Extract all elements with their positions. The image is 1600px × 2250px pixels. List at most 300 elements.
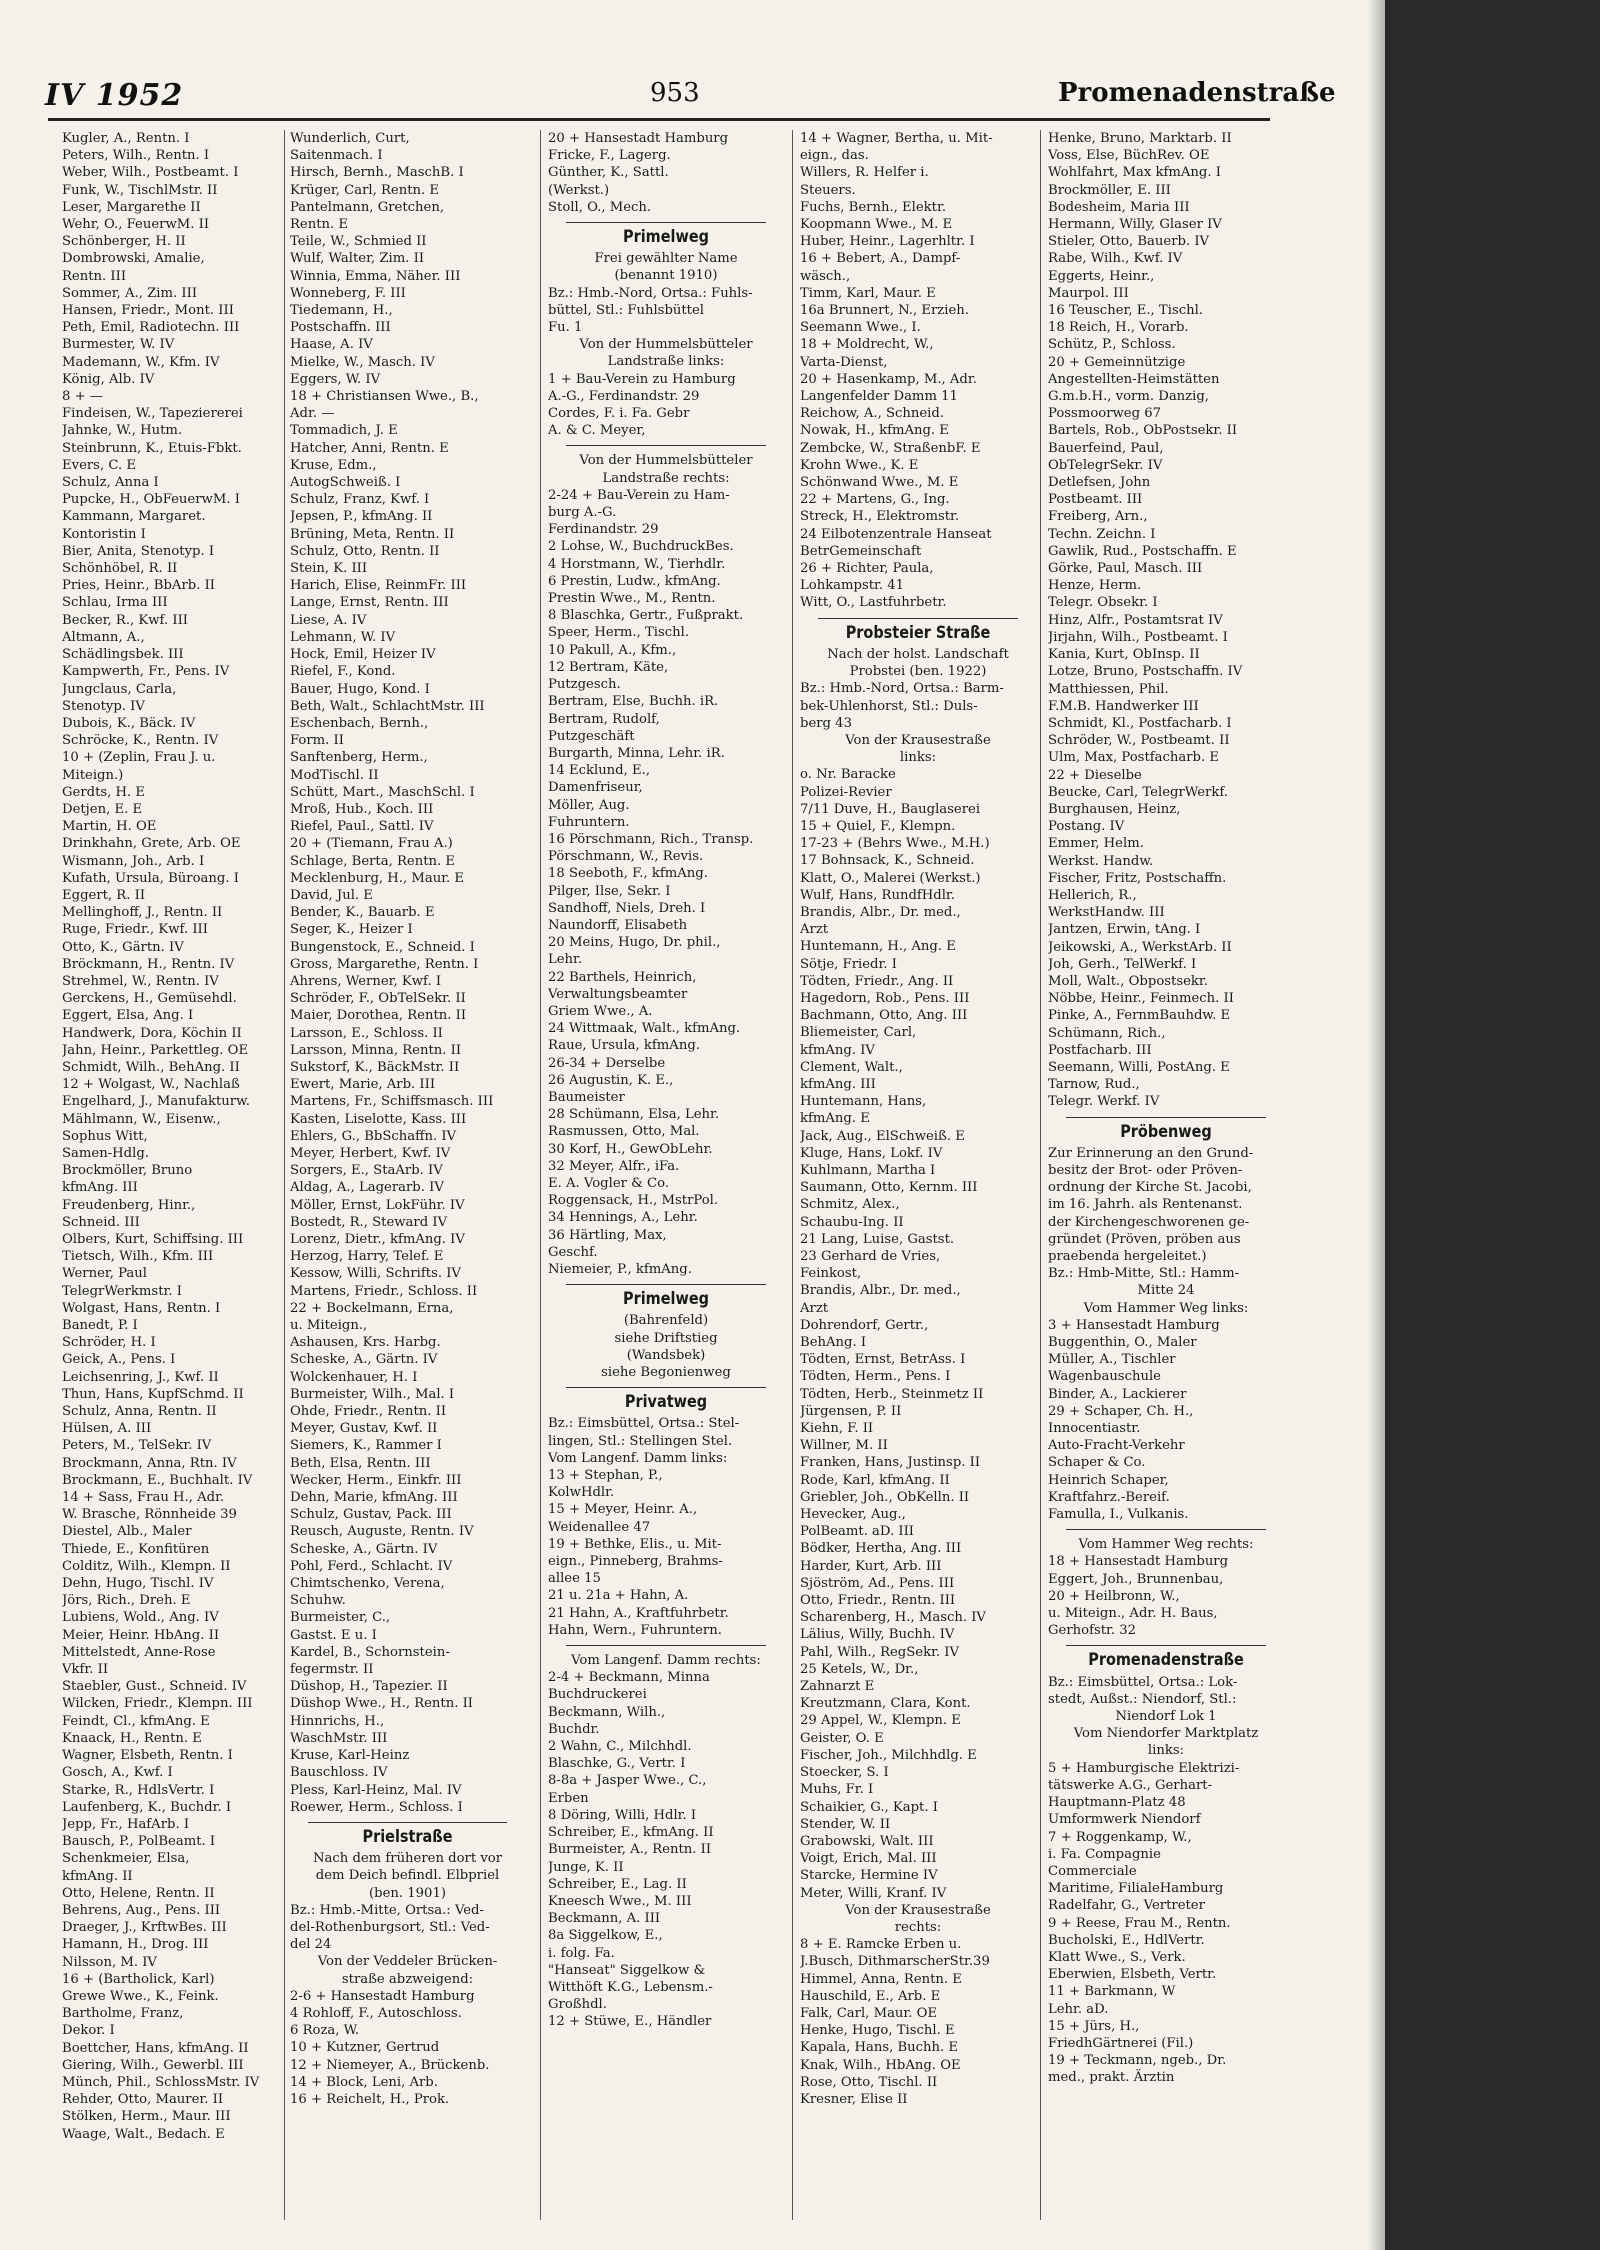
directory-entry: 18 Reich, H., Vorarb. xyxy=(1048,320,1189,336)
directory-entry: 16 + (Bartholick, Karl) xyxy=(62,1971,215,1987)
directory-entry: Lehmann, W. IV xyxy=(290,629,396,645)
directory-entry: del-Rothenburgsort, Stl.: Ved- xyxy=(290,1919,490,1935)
directory-entry: Rentn. III xyxy=(62,268,127,284)
directory-entry: Nach dem früheren dort vor xyxy=(312,1851,503,1867)
directory-entry: Jeikowski, A., WerkstArb. II xyxy=(1048,939,1232,955)
directory-entry: Werkst. Handw. xyxy=(1048,853,1154,869)
directory-entry: Wolckenhauer, H. I xyxy=(290,1369,418,1385)
directory-entry: Griem Wwe., A. xyxy=(548,1003,653,1019)
directory-entry: Beckmann, Wilh., xyxy=(548,1704,666,1720)
directory-entry: Auto-Fracht-Verkehr xyxy=(1048,1438,1185,1454)
directory-entry: Tarnow, Rud., xyxy=(1048,1077,1140,1093)
directory-entry: Chimtschenko, Verena, xyxy=(290,1576,445,1592)
directory-entry: 15 + Quiel, F., Klempn. xyxy=(800,818,956,834)
directory-entry: Jantzen, Erwin, tAng. I xyxy=(1048,922,1201,938)
directory-entry: Postang. IV xyxy=(1048,819,1125,835)
directory-entry: Burmeister, A., Rentn. II xyxy=(548,1842,712,1858)
directory-entry: Larsson, E., Schloss. II xyxy=(290,1025,443,1041)
directory-entry: Kessow, Willi, Schrifts. IV xyxy=(290,1266,461,1282)
directory-entry: 20 + Gemeinnützige xyxy=(1048,354,1186,370)
directory-entry: 26-34 + Derselbe xyxy=(548,1055,666,1071)
directory-entry: Schuhw. xyxy=(290,1593,346,1609)
directory-entry: Himmel, Anna, Rentn. E xyxy=(800,1971,962,1987)
directory-entry: Leser, Margarethe II xyxy=(62,199,201,215)
directory-entry: Putzgeschäft xyxy=(548,728,635,744)
directory-entry: Feindt, Cl., kfmAng. E xyxy=(62,1713,210,1729)
directory-entry: Vom Langenf. Damm rechts: xyxy=(571,1653,761,1669)
directory-entry: Stoll, O., Mech. xyxy=(548,199,652,215)
directory-entry: Kuhlmann, Martha I xyxy=(800,1162,936,1178)
section-separator xyxy=(566,445,766,446)
directory-entry: Gosch, A., Kwf. I xyxy=(62,1765,173,1781)
directory-entry: Becker, R., Kwf. III xyxy=(62,612,188,628)
directory-entry: Waage, Walt., Bedach. E xyxy=(62,2126,225,2142)
directory-entry: Kufath, Ursula, Büroang. I xyxy=(62,870,239,886)
directory-entry: 20 + (Tiemann, Frau A.) xyxy=(290,836,453,852)
directory-entry: Baumeister xyxy=(548,1089,625,1105)
directory-entry: Geick, A., Pens. I xyxy=(62,1352,176,1368)
directory-entry: Jörs, Rich., Dreh. E xyxy=(62,1593,191,1609)
directory-entry: Streck, H., Elektromstr. xyxy=(800,509,960,525)
directory-entry: Maier, Dorothea, Rentn. II xyxy=(290,1008,467,1024)
directory-entry: Bachmann, Otto, Ang. III xyxy=(800,1008,968,1024)
directory-entry: Ferdinandstr. 29 xyxy=(548,522,659,538)
directory-entry: 20 + Hasenkamp, M., Adr. xyxy=(800,371,977,387)
directory-entry: 2-6 + Hansestadt Hamburg xyxy=(290,1988,475,2004)
directory-entry: Düshop, H., Tapezier. II xyxy=(290,1679,448,1695)
directory-entry: PolBeamt. aD. III xyxy=(800,1524,915,1540)
directory-entry: Willers, R. Helfer i. xyxy=(800,165,929,181)
street-heading: Probsteier Straße xyxy=(845,622,991,643)
directory-entry: lingen, Stl.: Stellingen Stel. xyxy=(548,1433,733,1449)
directory-entry: Mittelstedt, Anne-Rose xyxy=(62,1644,216,1660)
directory-entry: 16a Brunnert, N., Erzieh. xyxy=(800,303,969,319)
directory-entry: Görke, Paul, Masch. III xyxy=(1048,561,1203,577)
directory-entry: Schmidt, Wilh., BehAng. II xyxy=(62,1059,240,1075)
directory-entry: Hansen, Friedr., Mont. III xyxy=(62,303,234,319)
directory-entry: Boettcher, Hans, kfmAng. II xyxy=(62,2040,249,2056)
directory-entry: Burghausen, Heinz, xyxy=(1048,801,1181,817)
directory-entry: del 24 xyxy=(290,1937,332,1953)
directory-entry: Meyer, Gustav, Kwf. II xyxy=(290,1421,438,1437)
directory-entry: Schönhöbel, R. II xyxy=(62,561,178,577)
directory-entry: David, Jul. E xyxy=(290,887,373,903)
directory-entry: Huntemann, H., Ang. E xyxy=(800,939,956,955)
directory-entry: Brockmöller, Bruno xyxy=(62,1163,193,1179)
directory-entry: Mroß, Hub., Koch. III xyxy=(290,801,434,817)
section-separator xyxy=(308,1822,507,1823)
directory-entry: 20 Meins, Hugo, Dr. phil., xyxy=(548,935,721,951)
directory-entry: Langenfelder Damm 11 xyxy=(800,389,958,405)
directory-entry: Schulz, Otto, Rentn. II xyxy=(290,543,440,559)
directory-entry: Martens, Friedr., Schloss. II xyxy=(290,1283,478,1299)
directory-entry: Ahrens, Werner, Kwf. I xyxy=(290,973,442,989)
directory-entry: 2 Lohse, W., BuchdruckBes. xyxy=(548,539,734,555)
directory-entry: Vom Niendorfer Marktplatz xyxy=(1073,1726,1259,1742)
directory-entry: 30 Korf, H., GewObLehr. xyxy=(548,1141,713,1157)
directory-entry: bek-Uhlenhorst, Stl.: Duls- xyxy=(800,698,978,714)
directory-entry: Lohkampstr. 41 xyxy=(800,578,905,594)
directory-entry: Aldag, A., Lagerarb. IV xyxy=(290,1180,444,1196)
directory-entry: Eschenbach, Bernh., xyxy=(290,715,429,731)
directory-entry: gründet (Pröven, pröben aus xyxy=(1048,1231,1241,1247)
directory-entry: 34 Hennings, A., Lehr. xyxy=(548,1210,698,1226)
directory-entry: 26 + Richter, Paula, xyxy=(800,561,934,577)
directory-entry: 14 + Sass, Frau H., Adr. xyxy=(62,1490,225,1506)
directory-entry: Niemeier, P., kfmAng. xyxy=(548,1262,692,1277)
directory-entry: Wecker, Herm., Einkfr. III xyxy=(290,1472,462,1488)
directory-entry: Schreiber, E., Lag. II xyxy=(548,1876,687,1892)
directory-entry: Schaikier, G., Kapt. I xyxy=(800,1799,938,1815)
directory-entry: Funk, W., TischlMstr. II xyxy=(62,182,218,198)
directory-entry: Voss, Else, BüchRev. OE xyxy=(1048,148,1210,164)
directory-entry: med., prakt. Ärztin xyxy=(1048,2070,1175,2086)
directory-entry: eign., das. xyxy=(800,148,869,164)
directory-entry: Knaack, H., Rentn. E xyxy=(62,1730,202,1746)
directory-entry: Niendorf Lok 1 xyxy=(1115,1709,1217,1725)
directory-entry: Burmester, W. IV xyxy=(62,337,175,353)
directory-entry: 12 + Stüwe, E., Händler xyxy=(548,2014,712,2030)
directory-entry: Lange, Ernst, Rentn. III xyxy=(290,595,449,611)
directory-entry: 11 + Barkmann, W xyxy=(1048,1984,1176,2000)
directory-entry: Nöbbe, Heinr., Feinmech. II xyxy=(1048,991,1234,1007)
directory-entry: Starcke, Hermine IV xyxy=(800,1868,938,1884)
directory-entry: Stein, K. III xyxy=(290,561,368,577)
directory-entry: Schneid. III xyxy=(62,1214,140,1230)
directory-entry: u. Miteign., xyxy=(290,1318,368,1334)
directory-entry: F.M.B. Handwerker III xyxy=(1048,698,1199,714)
directory-entry: Schütz, P., Schloss. xyxy=(1048,337,1176,353)
directory-entry: Beckmann, A. III xyxy=(548,1911,661,1927)
directory-entry: Tommadich, J. E xyxy=(290,423,398,439)
directory-entry: Witt, O., Lastfuhrbetr. xyxy=(800,595,947,611)
directory-entry: Nowak, H., kfmAng. E xyxy=(800,423,949,439)
directory-entry: im 16. Jahrh. als Rentenanst. xyxy=(1048,1197,1243,1213)
directory-entry: Tödten, Herm., Pens. I xyxy=(800,1369,951,1385)
directory-entry: Kruse, Karl-Heinz xyxy=(290,1748,410,1764)
directory-entry: Dubois, K., Bäck. IV xyxy=(62,715,196,731)
directory-entry: Voigt, Erich, Mal. III xyxy=(800,1851,937,1867)
directory-entry: Schümann, Rich., xyxy=(1048,1025,1166,1041)
directory-entry: Herzog, Harry, Telef. E xyxy=(290,1249,444,1265)
directory-entry: Gerhofstr. 32 xyxy=(1048,1623,1137,1639)
directory-entry: 20 + Hansestadt Hamburg xyxy=(548,131,729,146)
directory-entry: Pries, Heinr., BbArb. II xyxy=(62,578,216,594)
directory-entry: Fuchs, Bernh., Elektr. xyxy=(800,199,947,215)
directory-column-2 xyxy=(290,130,525,2230)
directory-entry: W. Brasche, Rönnheide 39 xyxy=(62,1507,237,1523)
directory-entry: Stölken, Herm., Maur. III xyxy=(62,2109,231,2125)
directory-entry: Leichsenring, J., Kwf. II xyxy=(62,1369,219,1385)
directory-entry: Wunderlich, Curt, xyxy=(290,131,410,146)
directory-entry: 7 + Roggenkamp, W., xyxy=(1048,1829,1192,1845)
directory-entry: 21 Lang, Luise, Gastst. xyxy=(800,1231,955,1247)
directory-entry: Burmeister, Wilh., Mal. I xyxy=(290,1386,455,1402)
directory-entry: Form. II xyxy=(290,733,344,749)
directory-entry: Jürgensen, P. II xyxy=(800,1403,902,1419)
directory-entry: Joh, Gerh., TelWerkf. I xyxy=(1048,956,1197,972)
directory-entry: Griebler, Joh., ObKelln. II xyxy=(800,1489,970,1505)
directory-entry: Hirsch, Bernh., MaschB. I xyxy=(290,165,464,181)
directory-entry: Fischer, Fritz, Postschaffn. xyxy=(1048,870,1227,886)
directory-entry: Pilger, Ilse, Sekr. I xyxy=(548,883,671,899)
street-heading: Pröbenweg xyxy=(1120,1121,1212,1142)
directory-entry: Bz.: Hmb.-Mitte, Ortsa.: Ved- xyxy=(290,1902,484,1918)
directory-entry: Hock, Emil, Heizer IV xyxy=(290,647,436,663)
directory-entry: Scheske, A., Gärtn. IV xyxy=(290,1352,438,1368)
directory-entry: Pahl, Wilh., RegSekr. IV xyxy=(800,1644,960,1660)
directory-entry: Bier, Anita, Stenotyp. I xyxy=(62,543,215,559)
directory-entry: Jack, Aug., ElSchweiß. E xyxy=(800,1128,965,1144)
directory-entry: stedt, Außst.: Niendorf, Stl.: xyxy=(1048,1691,1237,1707)
directory-entry: Muhs, Fr. I xyxy=(800,1782,874,1798)
directory-entry: Mählmann, W., Eisenw., xyxy=(62,1111,221,1127)
directory-entry: Evers, C. E xyxy=(62,457,136,473)
directory-entry: Hinnrichs, H., xyxy=(290,1713,385,1729)
directory-entry: Bz.: Hmb.-Nord, Ortsa.: Barm- xyxy=(800,681,1004,697)
directory-entry: Frei gewählter Name xyxy=(594,251,738,267)
directory-entry: Hauschild, E., Arb. E xyxy=(800,1988,941,2004)
directory-entry: Buggenthin, O., Maler xyxy=(1048,1335,1197,1351)
directory-entry: Werner, Paul xyxy=(62,1266,147,1282)
directory-entry: Von der Hummelsbütteler xyxy=(579,453,753,469)
directory-entry: Henke, Bruno, Marktarb. II xyxy=(1048,131,1232,146)
directory-entry: Varta-Dienst, xyxy=(800,354,888,370)
directory-entry: Stender, W. II xyxy=(800,1816,891,1832)
directory-entry: Bödker, Hertha, Ang. III xyxy=(800,1541,962,1557)
directory-entry: 6 Prestin, Ludw., kfmAng. xyxy=(548,573,721,589)
directory-entry: Schmidt, Kl., Postfacharb. I xyxy=(1048,715,1232,731)
directory-entry: Hatcher, Anni, Rentn. E xyxy=(290,440,449,456)
directory-entry: 19 + Bethke, Elis., u. Mit- xyxy=(548,1536,722,1552)
directory-entry: Weber, Wilh., Postbeamt. I xyxy=(62,165,239,181)
directory-entry: siehe Begonienweg xyxy=(601,1365,731,1381)
directory-entry: 8 Blaschka, Gertr., Fußprakt. xyxy=(548,608,744,624)
directory-entry: Schenkmeier, Elsa, xyxy=(62,1851,190,1867)
directory-entry: 6 Roza, W. xyxy=(290,2023,360,2039)
section-separator xyxy=(566,1645,766,1646)
directory-entry: Findeisen, W., Tapeziererei xyxy=(62,406,243,422)
directory-entry: Mellinghoff, J., Rentn. II xyxy=(62,905,223,921)
directory-entry: kfmAng. III xyxy=(800,1076,876,1092)
directory-entry: 24 Eilbotenzentrale Hanseat xyxy=(800,526,992,542)
directory-entry: Knak, Wilh., HbAng. OE xyxy=(800,2057,961,2073)
directory-entry: Erben xyxy=(548,1790,589,1806)
directory-entry: Radelfahr, G., Vertreter xyxy=(1048,1898,1205,1914)
directory-column-3 xyxy=(548,130,784,2230)
directory-entry: 3 + Hansestadt Hamburg xyxy=(1048,1317,1220,1333)
directory-entry: Kiehn, F. II xyxy=(800,1421,874,1437)
directory-entry: Wolgast, Hans, Rentn. I xyxy=(62,1300,221,1316)
directory-entry: Gerdts, H. E xyxy=(62,784,146,800)
directory-entry: Lehr. xyxy=(548,952,583,968)
directory-entry: Pinke, A., FernmBauhdw. E xyxy=(1048,1008,1231,1024)
directory-entry: i. folg. Fa. xyxy=(548,1945,615,1961)
directory-entry: Stenotyp. IV xyxy=(62,698,145,714)
street-heading: Primelweg xyxy=(623,227,709,248)
directory-entry: i. Fa. Compagnie xyxy=(1048,1846,1161,1862)
directory-entry: 5 + Hamburgische Elektrizi- xyxy=(1048,1760,1240,1776)
directory-entry: Ehlers, G., BbSchaffn. IV xyxy=(290,1128,457,1144)
directory-entry: Schulz, Gustav, Pack. III xyxy=(290,1507,452,1523)
directory-entry: Von der Veddeler Brücken- xyxy=(317,1954,498,1970)
directory-entry: Beth, Elsa, Rentn. III xyxy=(290,1455,431,1471)
directory-entry: Schlau, Irma III xyxy=(62,595,168,611)
directory-entry: Scheske, A., Gärtn. IV xyxy=(290,1541,438,1557)
directory-entry: Krohn Wwe., K. E xyxy=(800,457,919,473)
directory-entry: siehe Driftstieg xyxy=(614,1330,718,1346)
directory-entry: Dehn, Marie, kfmAng. III xyxy=(290,1490,458,1506)
directory-entry: Beucke, Carl, TelegrWerkf. xyxy=(1048,784,1228,800)
directory-entry: KolwHdlr. xyxy=(548,1485,615,1501)
directory-entry: Tödten, Herb., Steinmetz II xyxy=(800,1386,984,1402)
directory-entry: Junge, K. II xyxy=(548,1859,624,1875)
directory-entry: Otto, Helene, Rentn. II xyxy=(62,1885,215,1901)
directory-entry: Arzt xyxy=(800,1300,829,1316)
directory-entry: Pupcke, H., ObFeuerwM. I xyxy=(62,492,240,508)
directory-entry: Bz.: Eimsbüttel, Ortsa.: Lok- xyxy=(1048,1674,1238,1690)
directory-entry: FriedhGärtnerei (Fil.) xyxy=(1048,2035,1194,2051)
directory-entry: Jahnke, W., Hutm. xyxy=(62,423,183,439)
directory-entry: 21 u. 21a + Hahn, A. xyxy=(548,1588,689,1604)
directory-entry: dem Deich befindl. Elbpriel xyxy=(315,1868,500,1884)
directory-entry: eign., Pinneberg, Brahms- xyxy=(548,1554,723,1570)
directory-entry: Lubiens, Wold., Ang. IV xyxy=(62,1610,219,1626)
directory-entry: Detjen, E. E xyxy=(62,801,143,817)
directory-entry: Klatt Wwe., S., Verk. xyxy=(1048,1949,1186,1965)
directory-entry: 16 Teuscher, E., Tischl. xyxy=(1048,303,1204,319)
directory-entry: Kneesch Wwe., M. III xyxy=(548,1893,692,1909)
directory-entry: Bausch, P., PolBeamt. I xyxy=(62,1834,216,1850)
directory-entry: AutogSchweiß. I xyxy=(290,475,401,491)
directory-entry: Polizei-Revier xyxy=(800,784,892,800)
directory-entry: Kruse, Edm., xyxy=(290,457,377,473)
directory-entry: 15 + Jürs, H., xyxy=(1048,2018,1140,2034)
directory-entry: Geschf. xyxy=(548,1244,598,1260)
directory-entry: Teile, W., Schmied II xyxy=(290,234,427,250)
directory-entry: Buchdr. xyxy=(548,1721,600,1737)
directory-entry: Gerckens, H., Gemüsehdl. xyxy=(62,991,237,1007)
directory-entry: Altmann, A., xyxy=(62,629,145,645)
directory-entry: Meier, Heinr. HbAng. II xyxy=(62,1627,220,1643)
directory-entry: Sötje, Friedr. I xyxy=(800,956,897,972)
section-separator xyxy=(818,618,1018,619)
directory-entry: Steuers. xyxy=(800,182,856,198)
directory-entry: Wilcken, Friedr., Klempn. III xyxy=(62,1696,253,1712)
directory-entry: Bz.: Hmb-Mitte, Stl.: Hamm- xyxy=(1048,1266,1240,1282)
page-number: 953 xyxy=(650,78,700,108)
directory-entry: Rabe, Wilh., Kwf. IV xyxy=(1048,251,1183,267)
directory-entry: Von der Hummelsbütteler xyxy=(579,337,753,353)
directory-entry: 24 Wittmaak, Walt., kfmAng. xyxy=(548,1021,741,1037)
directory-entry: 8 Döring, Willi, Hdlr. I xyxy=(548,1807,697,1823)
directory-entry: u. Miteign., Adr. H. Baus, xyxy=(1048,1606,1218,1622)
directory-entry: Kasten, Liselotte, Kass. III xyxy=(290,1111,467,1127)
directory-entry: Telegr. Obsekr. I xyxy=(1048,595,1158,611)
directory-entry: Diestel, Alb., Maler xyxy=(62,1524,192,1540)
directory-entry: Bauer, Hugo, Kond. I xyxy=(290,681,430,697)
directory-entry: 18 Seeboth, F., kfmAng. xyxy=(548,866,708,882)
directory-entry: Liese, A. IV xyxy=(290,612,367,628)
header-rule xyxy=(48,118,1270,121)
directory-entry: Behrens, Aug., Pens. III xyxy=(62,1902,221,1918)
directory-entry: Seemann, Willi, PostAng. E xyxy=(1048,1059,1230,1075)
street-heading: Promenadenstraße xyxy=(1088,1650,1244,1671)
directory-entry: Bostedt, R., Steward IV xyxy=(290,1214,448,1230)
directory-entry: Von der Krausestraße xyxy=(845,1902,991,1918)
directory-entry: Nach der holst. Landschaft xyxy=(827,646,1009,662)
directory-entry: Wonneberg, F. III xyxy=(290,285,406,301)
directory-entry: Ruge, Friedr., Kwf. III xyxy=(62,922,208,938)
directory-entry: Schmitz, Alex., xyxy=(800,1197,900,1213)
directory-entry: 4 Horstmann, W., Tierhdlr. xyxy=(548,556,726,572)
directory-entry: Tödten, Friedr., Ang. II xyxy=(800,973,954,989)
section-separator xyxy=(566,222,766,223)
directory-entry: Commerciale xyxy=(1048,1863,1137,1879)
directory-entry: Schädlingsbek. III xyxy=(62,647,184,663)
directory-entry: Kontoristin I xyxy=(62,526,146,542)
directory-entry: Pless, Karl-Heinz, Mal. IV xyxy=(290,1782,462,1798)
column-divider xyxy=(284,130,285,2220)
directory-entry: (ben. 1901) xyxy=(369,1885,446,1901)
directory-entry: TelegrWerkmstr. I xyxy=(62,1283,182,1299)
directory-entry: Kreutzmann, Clara, Kont. xyxy=(800,1696,971,1712)
directory-entry: Schulz, Franz, Kwf. I xyxy=(290,492,430,508)
directory-entry: fegermstr. II xyxy=(290,1662,374,1678)
directory-entry: Moll, Walt., Obpostsekr. xyxy=(1048,973,1208,989)
directory-entry: Colditz, Wilh., Klempn. II xyxy=(62,1558,231,1574)
directory-entry: Schröder, H. I xyxy=(62,1335,156,1351)
directory-entry: Kania, Kurt, ObInsp. II xyxy=(1048,647,1200,663)
directory-entry: 14 + Wagner, Bertha, u. Mit- xyxy=(800,131,993,146)
directory-entry: Harich, Elise, ReinmFr. III xyxy=(290,578,467,594)
directory-entry: Roggensack, H., MstrPol. xyxy=(548,1193,719,1209)
directory-entry: Naundorff, Elisabeth xyxy=(548,917,688,933)
directory-entry: Wehr, O., FeuerwM. II xyxy=(62,217,210,233)
directory-entry: wäsch., xyxy=(800,268,851,284)
directory-entry: 21 Hahn, A., Kraftfuhrbetr. xyxy=(548,1605,729,1621)
directory-entry: Mecklenburg, H., Maur. E xyxy=(290,870,465,886)
directory-entry: 10 + Kutzner, Gertrud xyxy=(290,2040,440,2056)
directory-entry: Hevecker, Aug., xyxy=(800,1507,906,1523)
directory-entry: Möller, Ernst, LokFühr. IV xyxy=(290,1197,465,1213)
directory-entry: Zahnarzt E xyxy=(800,1679,875,1695)
directory-entry: Henze, Herm. xyxy=(1048,578,1142,594)
directory-entry: Tietsch, Wilh., Kfm. III xyxy=(62,1249,214,1265)
section-separator xyxy=(566,1387,766,1388)
directory-entry: Huber, Heinr., Lagerhltr. I xyxy=(800,234,975,250)
directory-entry: Hülsen, A. III xyxy=(62,1421,152,1437)
directory-entry: Bucholski, E., HdlVertr. xyxy=(1048,1932,1205,1948)
directory-column-4 xyxy=(800,130,1036,2230)
directory-entry: Brockmann, Anna, Rtn. IV xyxy=(62,1455,237,1471)
directory-entry: Schütt, Mart., MaschSchl. I xyxy=(290,784,475,800)
directory-entry: Riefel, Paul., Sattl. IV xyxy=(290,819,434,835)
directory-entry: Angestellten-Heimstätten xyxy=(1048,371,1220,387)
directory-entry: Bodesheim, Maria III xyxy=(1048,199,1190,215)
directory-entry: Hahn, Wern., Fuhruntern. xyxy=(548,1622,722,1638)
directory-entry: Schröder, F., ObTelSekr. II xyxy=(290,991,466,1007)
directory-entry: 29 Appel, W., Klempn. E xyxy=(800,1713,961,1729)
directory-entry: Tödten, Ernst, BetrAss. I xyxy=(800,1352,966,1368)
directory-entry: Kammann, Margaret. xyxy=(62,509,206,525)
directory-entry: Famulla, I., Vulkanis. xyxy=(1048,1507,1189,1523)
directory-entry: 7/11 Duve, H., Bauglaserei xyxy=(800,801,981,817)
directory-entry: Hellerich, R., xyxy=(1048,887,1137,903)
directory-entry: büttel, Stl.: Fuhlsbüttel xyxy=(548,302,704,318)
directory-entry: kfmAng. III xyxy=(62,1180,138,1196)
directory-entry: Hermann, Willy, Glaser IV xyxy=(1048,217,1222,233)
